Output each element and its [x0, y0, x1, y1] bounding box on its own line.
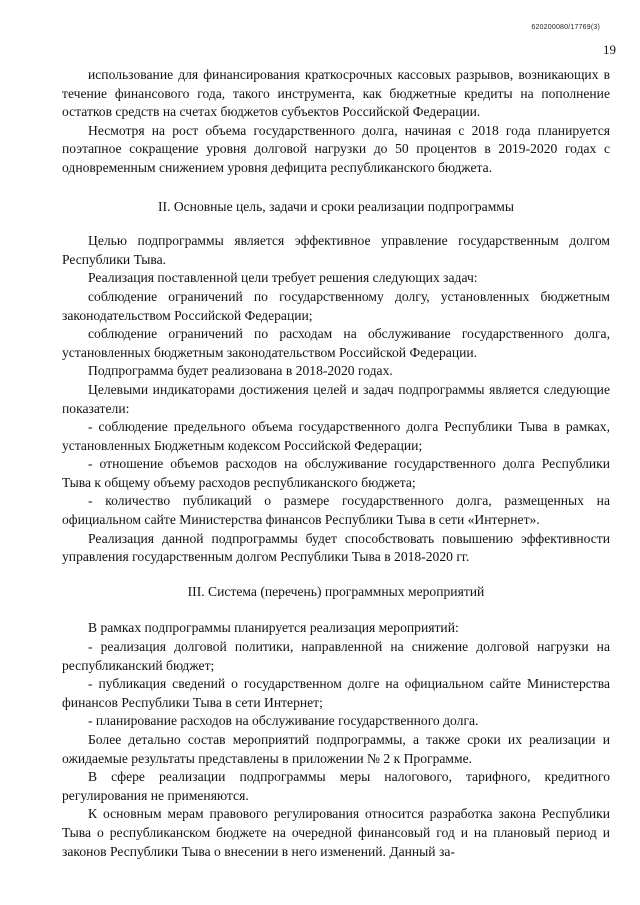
paragraph: В рамках подпрограммы планируется реализация мероприятий: [88, 620, 459, 636]
document-id: 620200080/17769(3) [531, 24, 600, 31]
paragraph: Реализация данной подпрограммы будет способствовать повышению эффективности управления государственным долгом Республики Тыва в 2018-2020 гг. [62, 530, 610, 565]
paragraph: Несмотря на рост объема государственного долга, начиная с 2018 года планируется поэтапное сокращение уровня долговой нагрузки до 50 процентов в 2019-2020 годах с одновременным снижением уровня дефицита республиканского бюджета. [62, 122, 610, 175]
paragraph: - публикация сведений о государственном долге на официальном сайте Министерства финансов Республики Тыва в сети Интернет; [62, 676, 610, 710]
paragraph: Более детально состав мероприятий подпрограммы, а также сроки их реализации и ожидаемые результаты представлены в приложении № 2 к Программе. [62, 732, 610, 766]
paragraph: К основным мерам правового регулирования относится разработка закона Республики Тыва о республиканском бюджете на очередной финансовый год и на плановый период и законов Республики Тыва о внесении в него изменений. Данный за- [62, 806, 610, 859]
paragraph: Подпрограмма будет реализована в 2018-2020 годах. [88, 363, 393, 379]
paragraph: Целевыми индикаторами достижения целей и задач подпрограммы является следующие показатели: [62, 381, 610, 416]
paragraph: В сфере реализации подпрограммы меры налогового, тарифного, кредитного регулирования не применяются. [62, 769, 610, 803]
paragraph: - соблюдение предельного объема государственного долга Республики Тыва в рамках, установленных Бюджетным кодексом Российской Федерации; [62, 419, 610, 453]
paragraph: - реализация долговой политики, направленной на снижение долговой нагрузки на республиканский бюджет; [62, 639, 610, 673]
paragraph: - планирование расходов на обслуживание государственного долга. [88, 713, 479, 729]
page-number: 19 [603, 42, 616, 57]
page-body [62, 66, 610, 861]
paragraph: использование для финансирования краткосрочных кассовых разрывов, возникающих в течение финансового года, такого инструмента, как бюджетные кредиты на пополнение остатков средств на счетах бюджетов субъектов Российской Федерации. [62, 67, 610, 120]
paragraph: - отношение объемов расходов на обслуживание государственного долга Республики Тыва к общему объему расходов республиканского бюджета; [62, 456, 610, 490]
paragraph: - количество публикаций о размере государственного долга, размещенных на официальном сайте Министерства финансов Республики Тыва в сети «Интернет». [62, 493, 610, 528]
paragraph: соблюдение ограничений по расходам на обслуживание государственного долга, установленных бюджетным законодательством Российской Федерации. [62, 326, 610, 360]
paragraph: Реализация поставленной цели требует решения следующих задач: [88, 270, 478, 286]
section-heading-3: III. Система (перечень) программных мероприятий [187, 583, 485, 599]
paragraph: соблюдение ограничений по государственному долгу, установленных бюджетным законодательством Российской Федерации; [62, 288, 610, 323]
paragraph: Целью подпрограммы является эффективное управление государственным долгом Республики Тыва. [62, 233, 610, 267]
section-heading-2: II. Основные цель, задачи и сроки реализации подпрограммы [157, 198, 515, 214]
